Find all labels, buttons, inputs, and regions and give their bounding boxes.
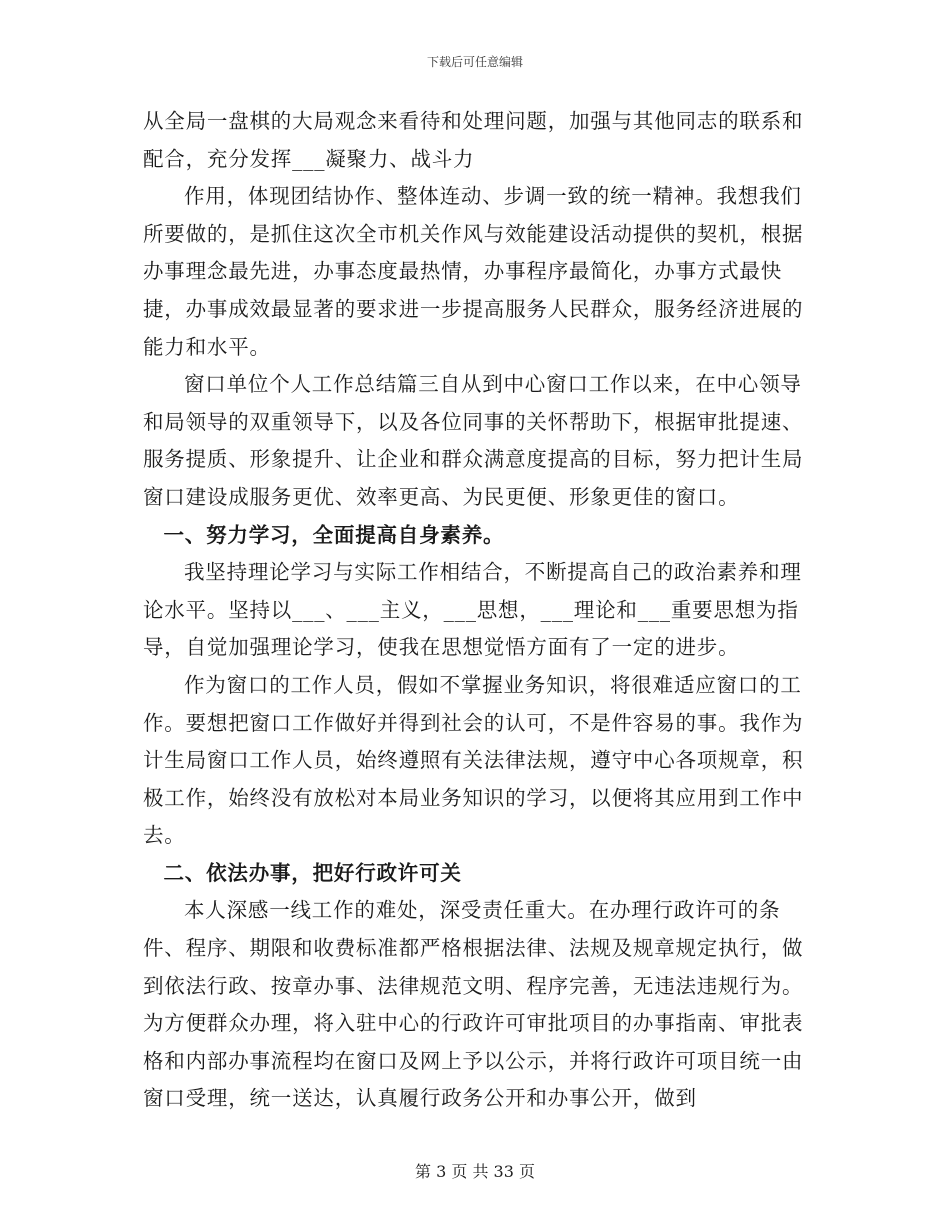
page-header: 下载后可任意编辑 [426,55,523,69]
paragraph-5: 作为窗口的工作人员，假如不掌握业务知识，将很难适应窗口的工作。要想把窗口工作做好并得到社会的认可，不是件容易的事。我作为计生局窗口工作人员，始终遵照有关法律法规，遵守中心各项规章，积极工作，始终没有放松对本局业务知识的学习，以便将其应用到工作中去。 [143,672,804,848]
paragraph-2: 作用，体现团结协作、整体连动、步调一致的统一精神。我想我们所要做的，是抓住这次全市机关作风与效能建设活动提供的契机，根据办事理念最先进，办事态度最热情，办事程序最简化，办事方式最快捷，办事成效最显著的要求进一步提高服务人民群众，服务经济进展的能力和水平。 [143,184,804,359]
paragraph-6: 本人深感一线工作的难处，深受责任重大。在办理行政许可的条件、程序、期限和收费标准都严格根据法律、法规及规章规定执行，做到依法行政、按章办事、法律规范文明、程序完善，无违法违规行为。为方便群众办理，将入驻中心的行政许可审批项目的办事指南、审批表格和内部办事流程均在窗口及网上予以公示，并将行政许可项目统一由窗口受理，统一送达，认真履行政务公开和办事公开，做到 [143,898,804,1111]
page-number: 第 3 页 共 33 页 [415,1162,535,1181]
paragraph-3: 窗口单位个人工作总结篇三自从到中心窗口工作以来，在中心领导和局领导的双重领导下，以及各位同事的关怀帮助下，根据审批提速、服务提质、形象提升、让企业和群众满意度提高的目标，努力把计生局窗口建设成服务更优、效率更高、为民更便、形象更佳的窗口。 [143,372,804,509]
paragraph-4: 我坚持理论学习与实际工作相结合，不断提高自己的政治素养和理论水平。坚持以___、___主义，___思想，___理论和___重要思想为指导，自觉加强理论学习，使我在思想觉悟方面有了一定的进步。 [143,560,802,660]
document-body [143,103,807,1118]
section-heading-1: 一、努力学习，全面提高自身素养。 [163,522,505,547]
paragraph-1: 从全局一盘棋的大局观念来看待和处理问题，加强与其他同志的联系和配合，充分发挥___凝聚力、战斗力 [143,109,804,171]
section-heading-2: 二、依法办事，把好行政许可关 [163,860,462,885]
